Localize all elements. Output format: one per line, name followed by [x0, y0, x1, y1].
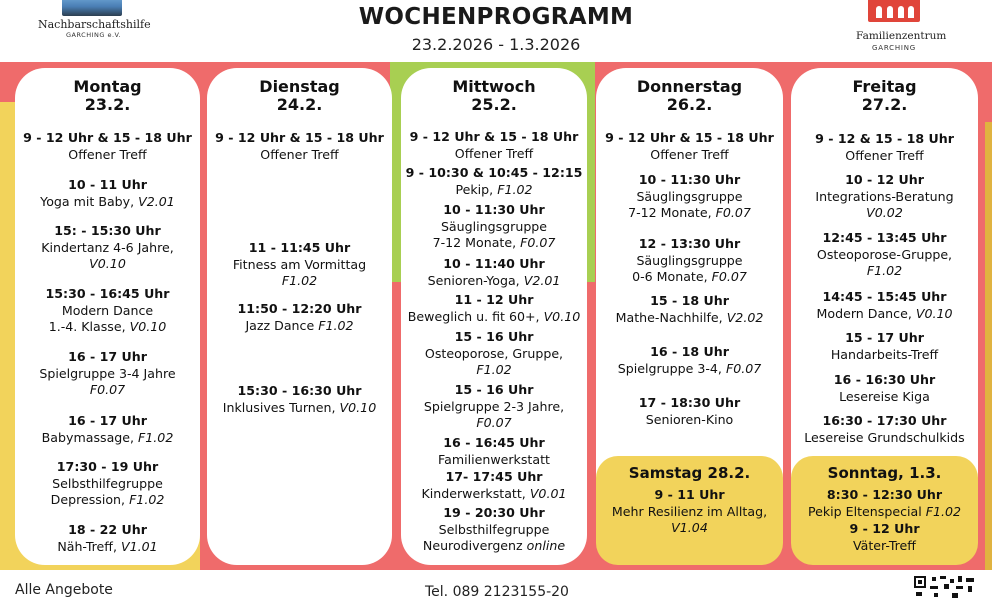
event-time: 16 - 16:45 Uhr [443, 435, 545, 450]
event [596, 236, 783, 286]
event-title: Senioren-Kino [645, 411, 734, 427]
event-title: Offener Treff [260, 146, 339, 162]
event-title: Inklusives Turnen, [222, 399, 336, 415]
event-room: F1.02 [129, 492, 165, 507]
logo-left-sub: GARCHING e.V. [66, 31, 122, 39]
event [401, 129, 587, 162]
logo-familienzentrum [850, 0, 950, 60]
event [401, 382, 587, 432]
event [596, 130, 783, 163]
event-title: Kinderwerkstatt, [421, 485, 526, 501]
event-time: 17:30 - 19 Uhr [56, 459, 159, 474]
event-room: F1.02 [866, 263, 903, 278]
event-title: Lesereise Grundschulkids [804, 429, 965, 445]
event-room: F0.07 [89, 382, 126, 397]
event-time: 16 - 17 Uhr [68, 349, 147, 364]
event-title: Säuglingsgruppe [440, 218, 548, 234]
event-title: Osteoporose-Gruppe, [816, 246, 953, 262]
logo-family-icon [868, 0, 920, 22]
event [596, 487, 783, 537]
event-time: 10 - 11:30 Uhr [443, 202, 545, 217]
logo-right-name: Familienzentrum [856, 30, 947, 42]
event [15, 349, 200, 399]
event [15, 413, 200, 446]
event [401, 505, 587, 555]
event [791, 131, 978, 164]
event-time: 11:50 - 12:20 Uhr [237, 301, 362, 316]
day-date: 24.2. [276, 95, 323, 114]
event [791, 521, 978, 554]
event-room: V2.01 [523, 272, 561, 288]
event-time: 9 - 12 Uhr [849, 521, 920, 536]
event-time: 16 - 18 Uhr [650, 344, 729, 359]
footer-phone: Tel. 089 2123155-20 [425, 584, 569, 600]
event-room: F1.02 [497, 181, 533, 197]
qr-code-icon [912, 574, 978, 600]
day-name: Mittwoch [452, 77, 536, 96]
event [596, 293, 783, 326]
day-name: Sonntag, 1.3. [827, 464, 942, 482]
event-time: 15:30 - 16:45 Uhr [45, 286, 170, 301]
event-room: online [526, 538, 566, 553]
event-title: Spielgruppe 3-4 Jahre [39, 365, 176, 381]
logo-right-sub: GARCHING [872, 44, 917, 52]
event-time: 8:30 - 12:30 Uhr [826, 487, 943, 502]
event [15, 459, 200, 509]
event [791, 372, 978, 405]
event-room: V2.02 [726, 309, 764, 325]
event-title: Mathe-Nachhilfe, [615, 309, 723, 325]
event-title: Offener Treff [650, 146, 729, 162]
event-room: F0.07 [711, 269, 747, 284]
event-title: Familienwerkstatt [438, 451, 550, 467]
event-room: F0.07 [725, 360, 762, 376]
event-title: Pekip, [455, 181, 494, 197]
date-range: 23.2.2026 - 1.3.2026 [411, 35, 581, 54]
event [791, 330, 978, 363]
event [401, 329, 587, 379]
event-subtitle: 1.-4. Klasse, [48, 319, 126, 334]
event-title: Jazz Dance [245, 317, 315, 333]
weekend-card-sonntag [791, 456, 978, 565]
event [207, 301, 392, 334]
event-room: V0.02 [866, 205, 903, 220]
event [791, 172, 978, 222]
event [596, 344, 783, 377]
event-title: Selbsthilfegruppe [52, 475, 163, 491]
event-time: 15: - 15:30 Uhr [54, 223, 161, 238]
event [15, 522, 200, 555]
day-card-dienstag [207, 68, 392, 565]
event-time: 19 - 20:30 Uhr [443, 505, 545, 520]
day-name: Freitag [852, 77, 917, 96]
event [401, 165, 587, 198]
event [791, 289, 978, 322]
event-time: 16 - 16:30 Uhr [833, 372, 936, 387]
day-card-montag [15, 68, 200, 565]
event-title: Selbsthilfegruppe [438, 521, 550, 537]
event-title: Lesereise Kiga [839, 388, 930, 404]
day-name: Samstag 28.2. [628, 464, 751, 482]
event-time: 9 - 11 Uhr [654, 487, 725, 502]
event-time: 15 - 17 Uhr [845, 330, 924, 345]
event-room: V0.10 [339, 399, 377, 415]
event-time: 15:30 - 16:30 Uhr [237, 383, 362, 398]
event-room: V0.10 [89, 256, 126, 271]
event-room: F1.02 [138, 429, 174, 445]
event-room: V1.04 [671, 520, 708, 535]
event-title: Offener Treff [454, 145, 534, 161]
event-time: 12 - 13:30 Uhr [638, 236, 741, 251]
event-title: Pekip Eltenspecial [807, 503, 922, 519]
event-time: 11 - 12 Uhr [454, 292, 534, 307]
event-room: V0.10 [543, 308, 581, 324]
event-subtitle: 0-6 Monate, [632, 269, 708, 284]
event-title: Modern Dance, [816, 305, 912, 321]
event-room: F1.02 [318, 317, 354, 333]
event-time: 9 - 12 Uhr & 15 - 18 Uhr [605, 130, 774, 145]
event-subtitle: Depression, [50, 492, 126, 507]
day-name: Dienstag [259, 77, 340, 96]
event-time: 17- 17:45 Uhr [445, 469, 543, 484]
event-time: 10 - 11 Uhr [68, 177, 147, 192]
event-time: 15 - 16 Uhr [454, 329, 534, 344]
event-title: Offener Treff [68, 146, 147, 162]
day-name: Donnerstag [636, 77, 743, 96]
event-time: 10 - 12 Uhr [845, 172, 924, 187]
event-time: 16:30 - 17:30 Uhr [822, 413, 947, 428]
event-time: 10 - 11:30 Uhr [638, 172, 741, 187]
day-date: 26.2. [666, 95, 713, 114]
event-time: 14:45 - 15:45 Uhr [822, 289, 947, 304]
page-title: WOCHENPROGRAMM [358, 4, 634, 30]
event-room: V1.01 [121, 538, 158, 554]
event [15, 177, 200, 210]
event [791, 413, 978, 446]
event [15, 130, 200, 163]
event-room: F0.07 [715, 205, 751, 220]
event-title: Väter-Treff [853, 537, 916, 553]
bg-edge [985, 122, 992, 570]
event-title: Babymassage, [41, 429, 135, 445]
event-room: F0.07 [476, 415, 512, 430]
event-time: 15 - 16 Uhr [454, 382, 534, 397]
event-time: 18 - 22 Uhr [68, 522, 147, 537]
event [207, 240, 392, 290]
event-room: F1.02 [476, 362, 512, 377]
event-room: F1.02 [281, 273, 318, 288]
event [401, 469, 587, 502]
event-subtitle: 7-12 Monate, [628, 205, 712, 220]
event-room: V2.01 [138, 193, 175, 209]
event-title: Kindertanz 4-6 Jahre, [41, 239, 174, 255]
event-title: Mehr Resilienz im Alltag, [611, 503, 768, 519]
event-subtitle: 7-12 Monate, [432, 235, 517, 250]
event-time: 9 - 10:30 & 10:45 - 12:15 [405, 165, 583, 180]
event-time: 10 - 11:40 Uhr [443, 256, 545, 271]
event-time: 11 - 11:45 Uhr [248, 240, 351, 255]
footer-all-offers: Alle Angebote [15, 582, 113, 598]
event-time: 16 - 17 Uhr [68, 413, 147, 428]
event [596, 395, 783, 428]
weekend-card-samstag [596, 456, 783, 565]
event-title: Yoga mit Baby, [40, 193, 135, 209]
day-date: 27.2. [861, 95, 908, 114]
event [401, 435, 587, 468]
event [401, 202, 587, 252]
event [207, 130, 392, 163]
event-title: Spielgruppe 3-4, [617, 360, 722, 376]
event-time: 9 - 12 Uhr & 15 - 18 Uhr [23, 130, 192, 145]
event-time: 9 - 12 & 15 - 18 Uhr [815, 131, 954, 146]
event-room: V0.10 [915, 305, 953, 321]
event-room: F1.02 [925, 503, 962, 519]
event [401, 292, 587, 325]
event-room: F0.07 [520, 235, 556, 250]
event [596, 172, 783, 222]
event-title: Beweglich u. fit 60+, [407, 308, 540, 324]
day-name: Montag [73, 77, 142, 96]
event [15, 223, 200, 273]
event-title: Spielgruppe 2-3 Jahre, [423, 398, 565, 414]
event-title: Säuglingsgruppe [636, 252, 743, 268]
event [791, 487, 978, 520]
event-time: 15 - 18 Uhr [650, 293, 729, 308]
event-title: Modern Dance [61, 302, 154, 318]
logo-left-name: Nachbarschaftshilfe [38, 18, 151, 31]
event-time: 17 - 18:30 Uhr [638, 395, 741, 410]
event [401, 256, 587, 289]
event-time: 9 - 12 Uhr & 15 - 18 Uhr [215, 130, 384, 145]
event-title: Integrations-Beratung [815, 188, 954, 204]
event-title: Senioren-Yoga, [427, 272, 520, 288]
event-title: Offener Treff [845, 147, 924, 163]
event-room: V0.10 [129, 319, 167, 334]
event-title: Handarbeits-Treff [830, 346, 939, 362]
event [15, 286, 200, 336]
event-title: Osteoporose, Gruppe, [424, 345, 564, 361]
event-title: Näh-Treff, [57, 538, 117, 554]
event-title: Fitness am Vormittag [232, 256, 367, 272]
event-title: Säuglingsgruppe [636, 188, 743, 204]
event [791, 230, 978, 280]
day-card-mittwoch [401, 68, 587, 565]
event-subtitle: Neurodivergenz [422, 538, 523, 553]
day-date: 25.2. [471, 95, 517, 114]
event-time: 9 - 12 Uhr & 15 - 18 Uhr [409, 129, 579, 144]
event-time: 12:45 - 13:45 Uhr [822, 230, 947, 245]
day-date: 23.2. [84, 95, 131, 114]
event-room: V0.01 [529, 485, 567, 501]
event [207, 383, 392, 416]
